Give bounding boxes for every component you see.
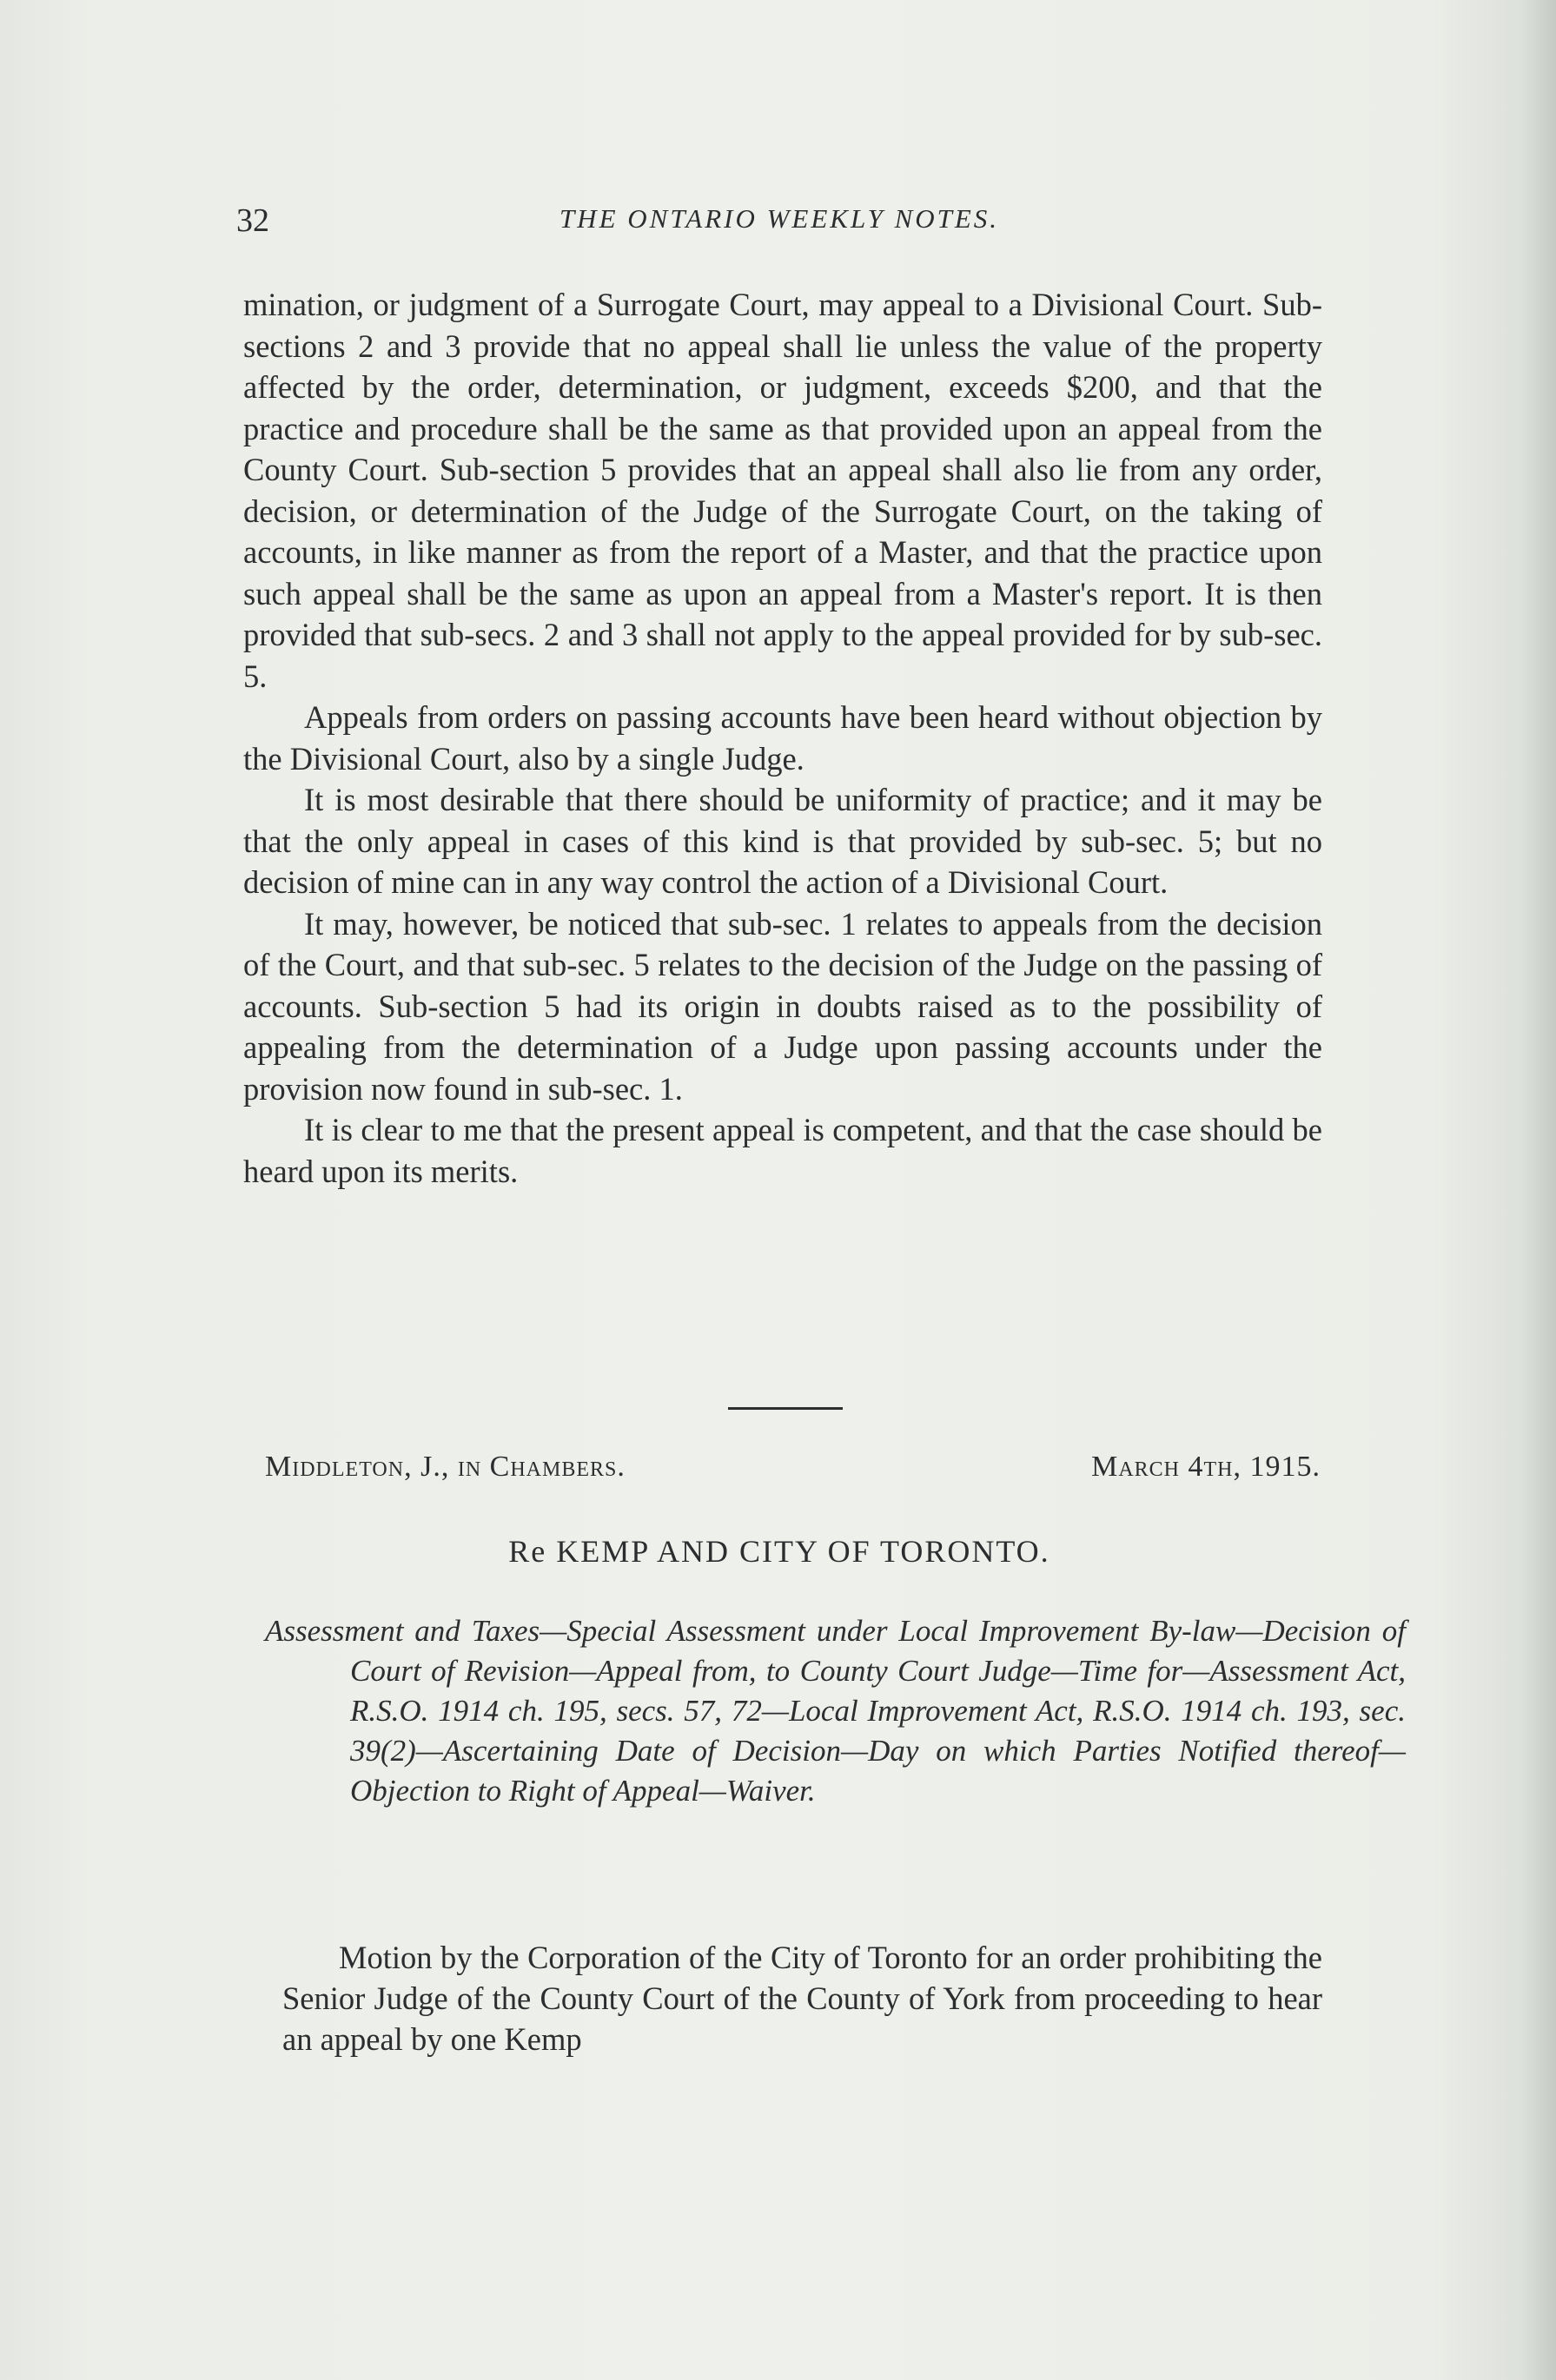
body-text: [243, 284, 1322, 1192]
journal-title: THE ONTARIO WEEKLY NOTES.: [559, 203, 1000, 234]
headnote: Assessment and Taxes—Special Assessment under Local Improvement By-law—Decision of Court of Revision—Appeal from, to County Court Judge—Time for—Assessment Act, R.S.O. 1914 ch. 195, secs. 57, 72—Local Improvement Act, R.S.O. 1914 ch. 193, sec. 39(2)—Ascertaining Date of Decision—Day on which Parties Notified thereof—Objection to Right of Appeal—Waiver.: [265, 1614, 1406, 1808]
section-divider: [728, 1407, 843, 1410]
paragraph: It is clear to me that the present appeal is competent, and that the case should be heard upon its merits.: [243, 1112, 1322, 1189]
paragraph-continuation: mination, or judgment of a Surrogate Court, may appeal to a Divisional Court. Sub-sections 2 and 3 provide that no appeal shall lie unless the value of the property affected by the order, determination, or judgment, exceeds $200, and that the practice and procedure shall be the same as that provided upon an appeal from the County Court. Sub-section 5 provides that an appeal shall also lie from any order, decision, or determination of the Judge of the Surrogate Court, on the taking of accounts, in like manner as from the report of a Master, and that the practice upon such appeal shall be the same as upon an appeal from a Master's report. It is then provided that sub-secs. 2 and 3 shall not apply to the appeal provided for by sub-sec. 5.: [243, 287, 1322, 694]
case-title: Re KEMP AND CITY OF TORONTO.: [508, 1534, 1050, 1569]
page-spine-shadow: [1521, 0, 1556, 2380]
judge-in-chambers: Middleton, J., in Chambers.: [265, 1451, 626, 1483]
motion-paragraph: Motion by the Corporation of the City of Toronto for an order prohibiting the Senior Judge of the County Court of the County of York from proceeding to hear an appeal by one Kemp: [282, 1940, 1322, 2057]
decision-date: March 4th, 1915.: [1091, 1451, 1321, 1483]
paragraph: It is most desirable that there should be uniformity of practice; and it may be that the only appeal in cases of this kind is that provided by sub-sec. 5; but no decision of mine can in any way control the action of a Divisional Court.: [243, 782, 1322, 900]
page-number: 32: [236, 202, 269, 239]
paragraph: Appeals from orders on passing accounts have been heard without objection by the Divisional Court, also by a single Judge.: [243, 699, 1322, 777]
running-head: [236, 202, 1322, 245]
motion-text: [282, 1937, 1322, 2059]
paragraph: It may, however, be noticed that sub-sec. 1 relates to appeals from the decision of the Court, and that sub-sec. 5 relates to the decision of the Judge on the passing of accounts. Sub-section 5 had its origin in doubts raised as to the possibility of appealing from the determination of a Judge upon passing accounts under the provision now found in sub-sec. 1.: [243, 905, 1322, 1107]
